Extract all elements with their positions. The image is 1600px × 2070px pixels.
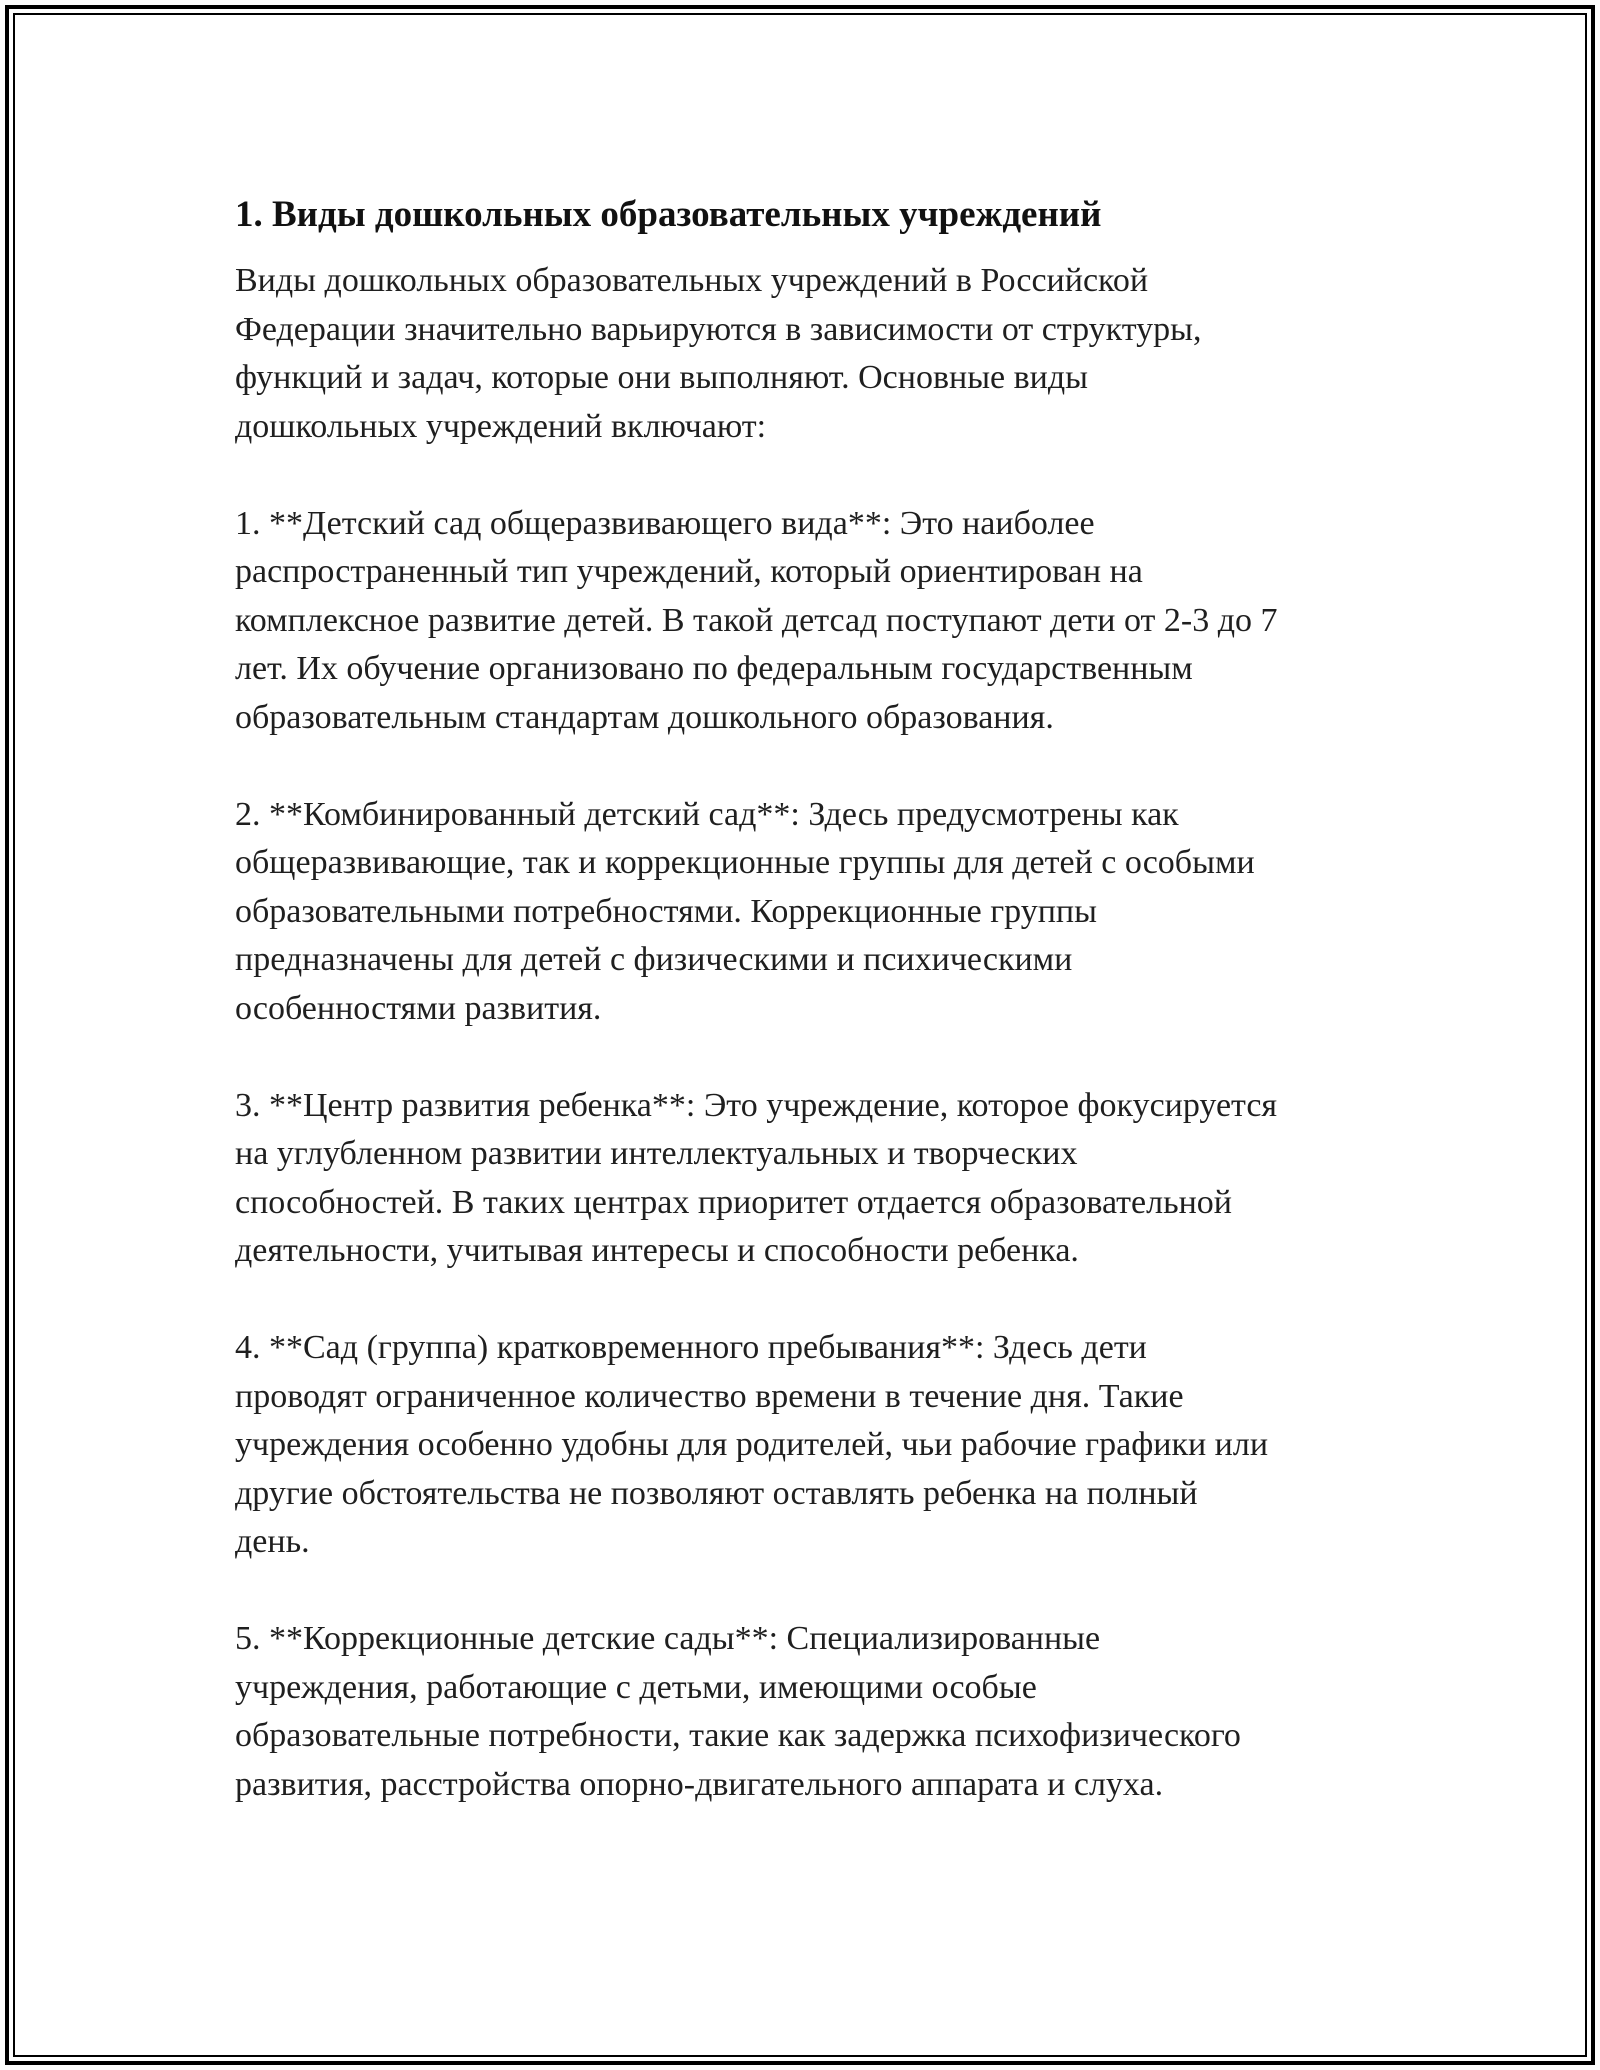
list-item: 3. **Центр развития ребенка**: Это учреждение, которое фокусируется на углубленном развитии интеллектуальных и творческих способностей. В таких центрах приоритет отдается образовательной деятельности, учитывая интересы и способности ребенка. — [235, 1086, 1278, 1269]
list-item: 2. **Комбинированный детский сад**: Здесь предусмотрены как общеразвивающие, так и коррекционные группы для детей с особыми образовательными потребностями. Коррекционные группы предназначены для детей с физическими и психическими особенностями развития. — [235, 795, 1255, 1027]
list-item: 5. **Коррекционные детские сады**: Специализированные учреждения, работающие с детьми, имеющими особые образовательные потребности, такие как задержка психофизического развития, расстройства опорно-двигательного аппарата и слуха. — [235, 1620, 1241, 1803]
intro-paragraph: Виды дошкольных образовательных учреждений в Российской Федерации значительно варьируются в зависимости от структуры, функций и задач, которые они выполняют. Основные виды дошкольных учреждений включают: — [235, 262, 1202, 445]
section-title: 1. Виды дошкольных образовательных учреждений — [235, 194, 1102, 235]
document-body — [235, 185, 1375, 1809]
list-item: 4. **Сад (группа) кратковременного пребывания**: Здесь дети проводят ограниченное количество времени в течение дня. Такие учреждения особенно удобны для родителей, чьи рабочие графики или другие обстоятельства не позволяют оставлять ребенка на полный день. — [235, 1329, 1269, 1560]
list-item: 1. **Детский сад общеразвивающего вида**: Это наиболее распространенный тип учреждений, который ориентирован на комплексное развитие детей. В такой детсад поступают дети от 2-3 до 7 лет. Их обучение организовано по федеральным государственным образовательным стандартам дошкольного образования. — [235, 504, 1278, 736]
